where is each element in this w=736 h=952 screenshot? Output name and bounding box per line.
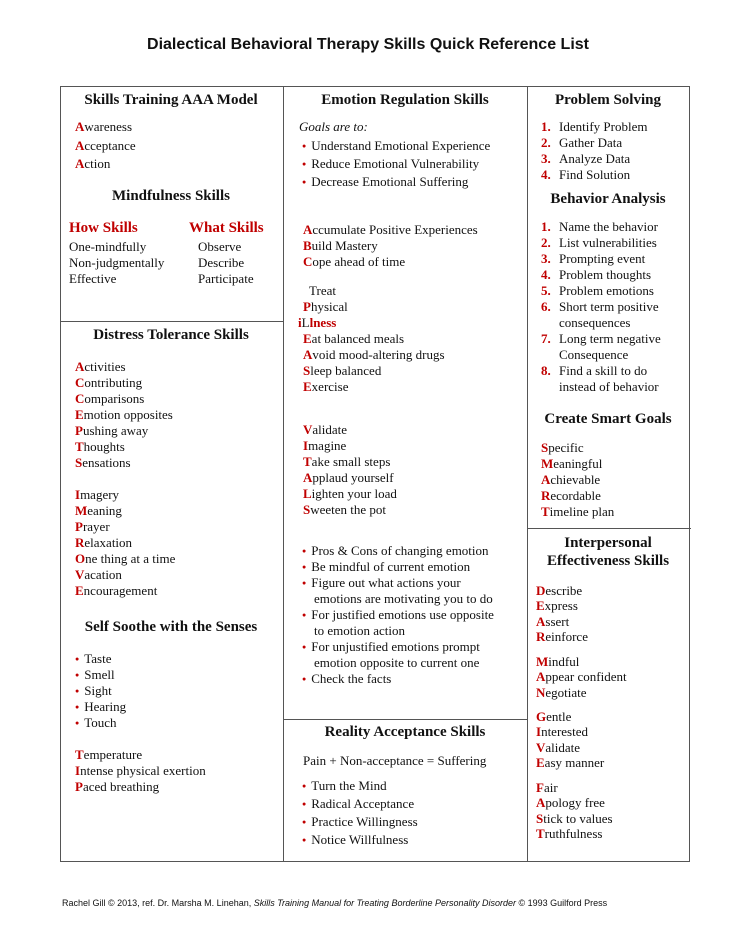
what-skills-heading: What Skills <box>189 220 264 236</box>
fast-item: Fair <box>536 780 558 795</box>
vitals-item: Sweeten the pot <box>303 502 387 517</box>
man-item: Negotiate <box>536 684 587 700</box>
accepts-item: Thoughts <box>75 439 125 454</box>
please-item: Avoid mood-altering drugs <box>303 347 445 362</box>
behavior-step: 6. Short term positive <box>541 299 659 314</box>
emotion-skill-item: ● Check the facts <box>302 671 391 687</box>
dear-item: Reinforce <box>536 628 588 644</box>
reality-item: ● Radical Acceptance <box>302 796 414 812</box>
please-item: Exercise <box>303 379 349 394</box>
improve-item: Prayer <box>75 519 110 534</box>
emotion-skill-item: ● Figure out what actions your <box>302 575 461 591</box>
reality-item: ● Practice Willingness <box>302 814 418 830</box>
please-item: Physical <box>303 299 348 314</box>
emotion-skill-item: ● Pros & Cons of changing emotion <box>302 543 489 559</box>
how-skill-item: One-mindfully <box>69 239 147 254</box>
behavior-step: 4. Problem thoughts <box>541 267 652 282</box>
sense-item: ● Sight <box>75 683 112 699</box>
vitals-item: Imagine <box>303 438 347 453</box>
footer-publisher: © 1993 Guilford Press <box>516 898 608 908</box>
goal-item: ● Decrease Emotional Suffering <box>302 174 468 190</box>
row-divider-left <box>61 321 283 322</box>
vitals-item: Validate <box>303 422 348 437</box>
emotion-skill-item: to emotion action <box>314 623 405 638</box>
vitals-item: Take small steps <box>303 454 391 469</box>
self-soothe-heading: Self Soothe with the Senses <box>84 619 258 635</box>
behavior-step: 2. List vulnerabilities <box>541 235 657 250</box>
reality-item: ● Turn the Mind <box>302 778 387 794</box>
improve-item: Imagery <box>75 487 120 502</box>
sense-item: ● Touch <box>75 715 117 731</box>
goals-label: Goals are to: <box>299 119 368 134</box>
please-item: Eat balanced meals <box>303 331 405 346</box>
tip-item: Temperature <box>75 747 143 762</box>
abc-item: Cope ahead of time <box>303 254 406 269</box>
behavior-step: consequences <box>559 315 631 330</box>
tip-item: Paced breathing <box>75 779 160 794</box>
abc-item: Build Mastery <box>303 238 378 253</box>
acceptance-formula: Pain + Non-acceptance = Suffering <box>303 753 487 768</box>
improve-item: Encouragement <box>75 583 158 598</box>
sense-item: ● Hearing <box>75 699 126 715</box>
dear-item: Describe <box>536 583 583 598</box>
accepts-item: Pushing away <box>75 423 149 438</box>
man-item: Appear confident <box>536 669 627 685</box>
interpersonal-heading-line1: Interpersonal <box>564 535 652 551</box>
fast-item: Stick to values <box>536 810 613 826</box>
give-item: Gentle <box>536 709 572 724</box>
fast-item: Apology free <box>536 795 605 811</box>
interpersonal-heading-line2: Effectiveness Skills <box>546 553 670 569</box>
behavior-step: instead of behavior <box>559 379 659 394</box>
behavior-step: 3. Prompting event <box>541 251 646 266</box>
sense-item: ● Taste <box>75 651 111 667</box>
dear-item: Assert <box>536 613 570 629</box>
page-title: Dialectical Behavioral Therapy Skills Quick Reference List <box>147 36 589 53</box>
emotion-skill-item: emotion opposite to current one <box>314 655 480 670</box>
footer-book-title: Skills Training Manual for Treating Borderline Personality Disorder <box>253 898 516 908</box>
reality-item: ● Notice Willfulness <box>302 832 408 848</box>
vitals-item: Applaud yourself <box>303 470 394 485</box>
smart-item: Specific <box>541 440 584 455</box>
accepts-item: Activities <box>75 359 126 374</box>
give-item: Validate <box>536 739 581 755</box>
goal-item: ● Reduce Emotional Vulnerability <box>302 156 479 172</box>
column-divider-1 <box>283 87 284 861</box>
man-item: Mindful <box>536 654 580 669</box>
give-item: Easy manner <box>536 754 605 770</box>
emotion-regulation-heading: Emotion Regulation Skills <box>321 92 489 108</box>
accepts-item: Contributing <box>75 375 143 390</box>
how-skill-item: Effective <box>69 271 117 286</box>
behavior-step: 1. Name the behavior <box>541 219 658 234</box>
problem-step: 4. Find Solution <box>541 167 631 182</box>
emotion-skill-item: ● Be mindful of current emotion <box>302 559 470 575</box>
how-skills-heading: How Skills <box>69 220 138 236</box>
footer-citation <box>62 898 607 908</box>
emotion-skill-item: ● For justified emotions use opposite <box>302 607 494 623</box>
behavior-step: Consequence <box>559 347 629 362</box>
tip-item: Intense physical exertion <box>75 763 206 778</box>
row-divider-right <box>527 528 691 529</box>
improve-item: Meaning <box>75 503 122 518</box>
problem-step: 2. Gather Data <box>541 135 623 150</box>
improve-item: Vacation <box>75 567 122 582</box>
distress-tolerance-heading: Distress Tolerance Skills <box>93 327 249 343</box>
behavior-step: 8. Find a skill to do <box>541 363 648 378</box>
footer-author: Rachel Gill © 2013, ref. Dr. Marsha M. Linehan, <box>62 898 254 908</box>
emotion-skill-item: ● For unjustified emotions prompt <box>302 639 480 655</box>
problem-step: 1. Identify Problem <box>541 119 648 134</box>
dear-item: Express <box>536 598 578 614</box>
aaa-heading: Skills Training AAA Model <box>84 92 258 108</box>
sense-item: ● Smell <box>75 667 115 683</box>
how-skill-item: Non-judgmentally <box>69 255 165 270</box>
aaa-item: Acceptance <box>75 137 136 153</box>
please-item: iLlness <box>298 315 337 330</box>
improve-item: Relaxation <box>75 535 133 550</box>
smart-goals-heading: Create Smart Goals <box>544 411 672 427</box>
behavior-step: 5. Problem emotions <box>541 283 654 298</box>
aaa-item: Awareness <box>75 119 133 134</box>
accepts-item: Comparisons <box>75 391 145 406</box>
accepts-item: Emotion opposites <box>75 407 173 422</box>
what-skill-item: Describe <box>198 255 245 270</box>
fast-item: Truthfulness <box>536 825 603 841</box>
behavior-step: 7. Long term negative <box>541 331 661 346</box>
behavior-analysis-heading: Behavior Analysis <box>550 191 666 207</box>
please-item: Treat <box>309 283 336 298</box>
smart-item: Achievable <box>541 472 601 487</box>
please-item: Sleep balanced <box>303 363 382 378</box>
smart-item: Recordable <box>541 488 601 503</box>
abc-item: Accumulate Positive Experiences <box>303 222 478 237</box>
what-skill-item: Observe <box>198 239 242 254</box>
mindfulness-heading: Mindfulness Skills <box>112 188 230 204</box>
smart-item: Meaningful <box>541 456 603 471</box>
give-item: Interested <box>536 724 588 740</box>
vitals-item: Lighten your load <box>303 486 397 501</box>
aaa-item: Action <box>75 156 111 171</box>
problem-solving-heading: Problem Solving <box>555 92 661 108</box>
improve-item: One thing at a time <box>75 551 176 566</box>
accepts-item: Sensations <box>75 455 131 470</box>
emotion-skill-item: emotions are motivating you to do <box>314 591 493 606</box>
goal-item: ● Understand Emotional Experience <box>302 138 490 154</box>
row-divider-middle <box>283 719 527 720</box>
what-skill-item: Participate <box>198 271 254 286</box>
reality-acceptance-heading: Reality Acceptance Skills <box>324 724 486 740</box>
smart-item: Timeline plan <box>541 504 615 519</box>
problem-step: 3. Analyze Data <box>541 151 631 166</box>
